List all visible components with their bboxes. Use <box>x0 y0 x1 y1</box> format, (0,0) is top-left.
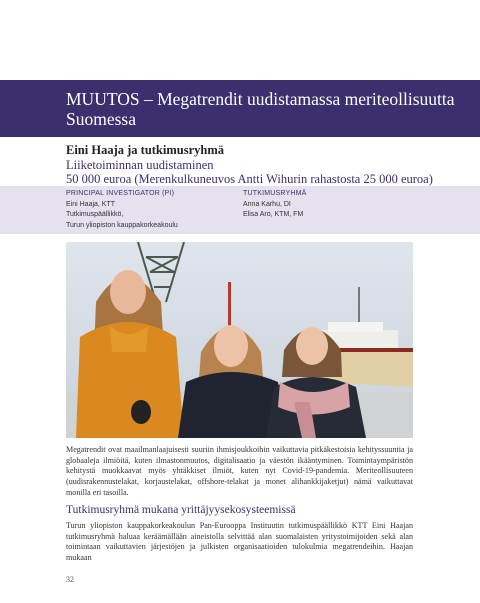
project-funding: 50 000 euroa (Merenkulkuneuvos Antti Wihurin rahastosta 25 000 euroa) <box>66 172 433 186</box>
group-heading: TUTKIMUSRYHMÄ <box>243 190 307 197</box>
section-subheading: Tutkimusryhmä mukana yrittäjyysekosysteemissä <box>66 504 296 516</box>
paragraph-body: Turun yliopiston kauppakorkeakoulun Pan-Eurooppa Instituutin tutkimuspäällikkö KTT Eini Haajan tutkimusryhmä haluaa keräämällään aineistolla selvittää alan suomalaisten yritystoimijoiden sekä alan toimintaan vaikuttavien järjestöjen ja julkisten organisaatioiden tulokulmia megatrendeihin. Haajan mukaan <box>66 521 413 563</box>
project-info <box>66 143 466 187</box>
page-number: 32 <box>66 575 74 584</box>
team-photo-illustration <box>66 242 413 438</box>
page-title: MUUTOS – Megatrendit uudistamassa meriteollisuutta Suomessa <box>66 89 455 129</box>
group-line: Elisa Aro, KTM, FM <box>243 211 304 218</box>
team-photo <box>66 242 413 438</box>
team-band <box>0 186 480 234</box>
project-name: Eini Haaja ja tutkimusryhmä <box>66 143 225 157</box>
pi-column <box>66 189 236 231</box>
pi-line: Eini Haaja, KTT <box>66 200 116 208</box>
pi-line: Tutkimuspäällikkö, <box>66 211 124 218</box>
project-subtitle: Liiketoiminnan uudistaminen <box>66 157 214 172</box>
group-column <box>243 189 413 221</box>
pi-heading: PRINCIPAL INVESTIGATOR (PI) <box>66 190 175 197</box>
title-band <box>0 80 480 137</box>
paragraph-intro: Megatrendit ovat maailmanlaajuisesti suuriin ihmisjoukkoihin vaikuttavia pitkäkestoisia kehityssuuntia ja globaaleja ilmiöitä, kuten ilmastonmuutos, digitalisaatio ja väestön ikääntyminen. Toimintaympäristön kehitystä muokkaavat myös yhtäkkiset ilmiöt, kuten nyt Covid-19-pandemia. Meriteollisuuteen (uudisrakennustelakat, korjaustelakat, offshore-telakat ja monet alihankkijaketjut) nämä vaikuttavat monilla eri tasoilla. <box>66 445 413 497</box>
pi-line: Turun yliopiston kauppakorkeakoulu <box>66 221 178 229</box>
group-line: Anna Karhu, DI <box>243 200 291 208</box>
